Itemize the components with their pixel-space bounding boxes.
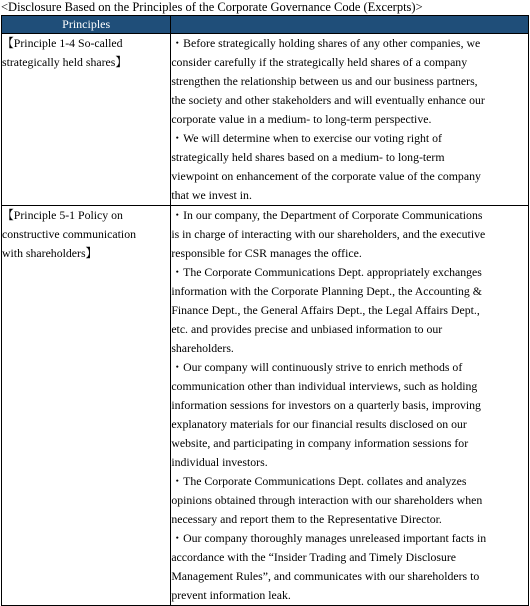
- description-line: opinions obtained through interaction with our shareholders when: [171, 493, 483, 507]
- description-cell: [171, 34, 529, 206]
- document-caption: <Disclosure Based on the Principles of the Corporate Governance Code (Excerpts)>: [1, 0, 423, 14]
- description-line: prevent information leak.: [171, 588, 291, 602]
- description-line: individual investors.: [171, 455, 268, 469]
- table-header-row: [2, 16, 529, 34]
- header-description: [171, 16, 529, 34]
- description-line: information sessions for investors on a quarterly basis, improving: [171, 398, 481, 412]
- table-body: [2, 34, 529, 606]
- description-line: ・Our company will continuously strive to enrich methods of: [171, 360, 463, 374]
- governance-disclosure-table: [1, 15, 529, 606]
- header-principles: Principles: [2, 16, 171, 34]
- description-line: corporate value in a medium- to long-term perspective.: [171, 112, 432, 126]
- principle-line: 【Principle 1-4 So-called: [2, 36, 123, 50]
- description-line: ・In our company, the Department of Corporate Communications: [171, 208, 483, 222]
- description-line: viewpoint on enhancement of the corporate value of the company: [171, 169, 481, 183]
- description-line: that we invest in.: [171, 188, 252, 202]
- description-line: communication other than individual interviews, such as holding: [171, 379, 478, 393]
- description-line: ・Our company thoroughly manages unreleased important facts in: [171, 531, 487, 545]
- description-line: consider carefully if the strategically held shares of a company: [171, 55, 468, 69]
- table-row: [2, 206, 529, 606]
- description-line: strategically held shares based on a medium- to long-term: [171, 150, 445, 164]
- description-line: is in charge of interacting with our shareholders, and the executive: [171, 227, 486, 241]
- description-line: ・We will determine when to exercise our voting right of: [171, 131, 442, 145]
- description-cell: [171, 206, 529, 606]
- description-line: strengthen the relationship between us and our business partners,: [171, 74, 478, 88]
- principle-line: strategically held shares】: [2, 55, 128, 69]
- principle-cell: [2, 34, 171, 206]
- description-line: responsible for CSR manages the office.: [171, 246, 362, 260]
- description-line: etc. and provides precise and unbiased information to our: [171, 322, 443, 336]
- principle-line: constructive communication: [2, 227, 136, 241]
- description-line: ・The Corporate Communications Dept. collates and analyzes: [171, 474, 467, 488]
- principle-line: 【Principle 5-1 Policy on: [2, 208, 123, 222]
- description-line: information with the Corporate Planning Dept., the Accounting &: [171, 284, 482, 298]
- description-line: website, and participating in company information sessions for: [171, 436, 469, 450]
- description-line: ・The Corporate Communications Dept. appropriately exchanges: [171, 265, 482, 279]
- description-line: Management Rules”, and communicates with our shareholders to: [171, 569, 480, 583]
- description-line: accordance with the “Insider Trading and Timely Disclosure: [171, 550, 457, 564]
- description-line: shareholders.: [171, 341, 234, 355]
- principle-cell: [2, 206, 171, 606]
- table-row: [2, 34, 529, 206]
- description-line: Finance Dept., the General Affairs Dept., the Legal Affairs Dept.,: [171, 303, 480, 317]
- description-line: ・Before strategically holding shares of any other companies, we: [171, 36, 481, 50]
- description-line: the society and other stakeholders and will eventually enhance our: [171, 93, 485, 107]
- description-line: explanatory materials for our financial results disclosed on our: [171, 417, 467, 431]
- description-line: necessary and report them to the Representative Director.: [171, 512, 442, 526]
- principle-line: with shareholders】: [2, 246, 98, 260]
